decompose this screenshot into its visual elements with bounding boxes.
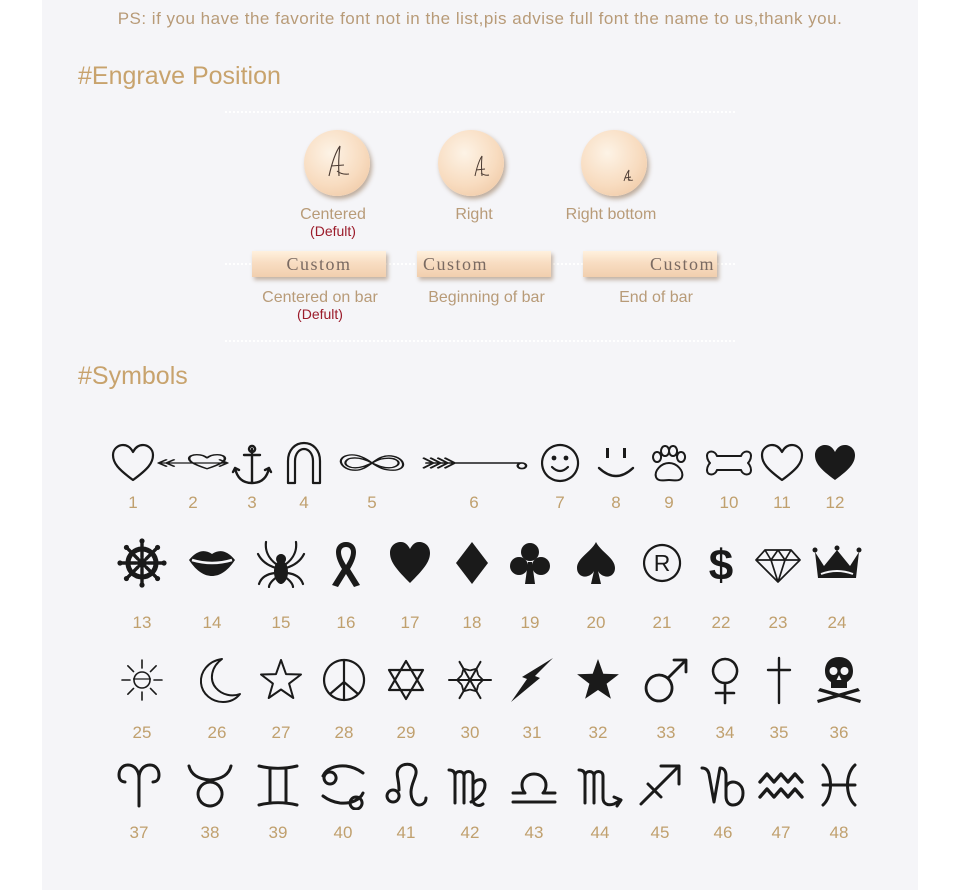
star-outline-icon bbox=[256, 655, 306, 705]
bar-label: End of bar bbox=[619, 289, 693, 306]
engrave-heading: #Engrave Position bbox=[78, 62, 281, 90]
symbol-number: 9 bbox=[664, 493, 674, 512]
symbol-number: 42 bbox=[460, 823, 480, 842]
coin-label: Right bottom bbox=[565, 206, 657, 223]
symbol-number: 18 bbox=[462, 613, 482, 632]
symbol-number: 22 bbox=[711, 613, 731, 632]
symbol-number: 32 bbox=[588, 723, 608, 742]
peace-icon bbox=[319, 655, 369, 705]
font-note: PS: if you have the favorite font not in the list,pis advise full font the name to us,thank you. bbox=[117, 9, 843, 28]
symbol-number: 30 bbox=[460, 723, 480, 742]
diamond-gem-icon bbox=[753, 538, 803, 588]
snowflake-icon bbox=[445, 655, 495, 705]
symbol-number: 25 bbox=[132, 723, 152, 742]
skull-icon bbox=[814, 655, 864, 705]
symbol-number: 19 bbox=[520, 613, 540, 632]
coin-right-bottom bbox=[581, 130, 647, 196]
symbol-number: 12 bbox=[825, 493, 845, 512]
symbol-number: 2 bbox=[188, 493, 198, 512]
symbol-number: 37 bbox=[129, 823, 149, 842]
symbol-number: 34 bbox=[715, 723, 735, 742]
default-note: (Defult) bbox=[310, 223, 356, 239]
lips-icon bbox=[187, 538, 237, 588]
aquarius-icon bbox=[756, 760, 806, 810]
symbol-number: 13 bbox=[132, 613, 152, 632]
horseshoe-icon bbox=[279, 438, 329, 488]
coin-label: Right bbox=[455, 206, 493, 223]
symbol-number: 48 bbox=[829, 823, 849, 842]
bar-label: Beginning of bar bbox=[428, 289, 545, 306]
diamond-suit-icon bbox=[447, 538, 497, 588]
pisces-icon bbox=[814, 760, 864, 810]
club-suit-icon bbox=[505, 538, 555, 588]
divider bbox=[225, 340, 735, 342]
coin-centered bbox=[304, 130, 370, 196]
coin-label: Centered bbox=[300, 206, 366, 223]
bar-label: Centered on bar bbox=[262, 289, 378, 306]
symbol-number: 3 bbox=[247, 493, 257, 512]
lightning-icon bbox=[507, 655, 557, 705]
divider bbox=[225, 111, 735, 113]
bone-icon bbox=[704, 438, 754, 488]
bar-end: Custom bbox=[583, 251, 717, 277]
spade-suit-icon bbox=[571, 538, 621, 588]
symbol-number: 36 bbox=[829, 723, 849, 742]
symbol-number: 20 bbox=[586, 613, 606, 632]
heart-outline-icon bbox=[757, 438, 807, 488]
sun-icon bbox=[117, 655, 167, 705]
smile-icon bbox=[591, 438, 641, 488]
symbol-number: 45 bbox=[650, 823, 670, 842]
virgo-icon bbox=[445, 760, 495, 810]
svg-text:R: R bbox=[653, 550, 671, 576]
svg-text:$: $ bbox=[708, 541, 734, 588]
symbol-number: 28 bbox=[334, 723, 354, 742]
heart-suit-icon bbox=[385, 538, 435, 588]
ship-wheel-icon bbox=[117, 538, 167, 588]
anchor-icon bbox=[227, 438, 277, 488]
star-of-david-icon bbox=[381, 655, 431, 705]
star-solid-icon bbox=[573, 655, 623, 705]
arrow-heart-icon bbox=[156, 447, 230, 479]
symbol-number: 44 bbox=[590, 823, 610, 842]
symbol-number: 47 bbox=[771, 823, 791, 842]
bar-beginning: Custom bbox=[417, 251, 551, 277]
leo-icon bbox=[381, 760, 431, 810]
libra-icon bbox=[509, 760, 559, 810]
symbol-number: 8 bbox=[611, 493, 621, 512]
gemini-icon bbox=[253, 760, 303, 810]
symbol-number: 40 bbox=[333, 823, 353, 842]
cancer-icon bbox=[318, 760, 368, 810]
symbol-number: 31 bbox=[522, 723, 542, 742]
infinity-icon bbox=[337, 443, 407, 483]
symbol-number: 17 bbox=[400, 613, 420, 632]
symbol-number: 39 bbox=[268, 823, 288, 842]
registered-icon bbox=[637, 538, 687, 588]
symbol-number: 41 bbox=[396, 823, 416, 842]
ribbon-icon bbox=[321, 538, 371, 588]
crown-icon bbox=[812, 538, 862, 588]
symbol-number: 10 bbox=[719, 493, 739, 512]
male-icon bbox=[641, 655, 691, 705]
symbol-number: 27 bbox=[271, 723, 291, 742]
symbol-number: 26 bbox=[207, 723, 227, 742]
symbol-number: 23 bbox=[768, 613, 788, 632]
symbol-number: 21 bbox=[652, 613, 672, 632]
heart-solid-icon bbox=[810, 438, 860, 488]
symbol-number: 38 bbox=[200, 823, 220, 842]
heart-outline-icon bbox=[108, 438, 158, 488]
symbol-number: 7 bbox=[555, 493, 565, 512]
symbol-number: 1 bbox=[128, 493, 138, 512]
symbol-number: 15 bbox=[271, 613, 291, 632]
symbol-number: 46 bbox=[713, 823, 733, 842]
taurus-icon bbox=[185, 760, 235, 810]
coin-right bbox=[438, 130, 504, 196]
symbols-heading: #Symbols bbox=[78, 362, 188, 390]
aries-icon bbox=[114, 760, 164, 810]
bar-centered: Custom bbox=[252, 251, 386, 277]
spider-icon bbox=[256, 538, 306, 588]
symbol-number: 29 bbox=[396, 723, 416, 742]
symbol-number: 4 bbox=[299, 493, 309, 512]
symbol-number: 11 bbox=[773, 493, 791, 512]
capricorn-icon bbox=[698, 760, 748, 810]
smiley-face-icon bbox=[535, 438, 585, 488]
symbol-number: 35 bbox=[769, 723, 789, 742]
symbol-number: 33 bbox=[656, 723, 676, 742]
symbol-number: 43 bbox=[524, 823, 544, 842]
dollar-icon bbox=[696, 538, 746, 588]
arrow-icon bbox=[419, 443, 529, 483]
sagittarius-icon bbox=[635, 760, 685, 810]
moon-icon bbox=[192, 655, 242, 705]
cross-icon bbox=[754, 655, 804, 705]
symbol-number: 16 bbox=[336, 613, 356, 632]
default-note: (Defult) bbox=[297, 306, 343, 322]
symbol-number: 6 bbox=[469, 493, 479, 512]
paw-icon bbox=[644, 438, 694, 488]
scorpio-icon bbox=[575, 760, 625, 810]
female-icon bbox=[700, 655, 750, 705]
symbol-number: 24 bbox=[827, 613, 847, 632]
symbol-number: 5 bbox=[367, 493, 377, 512]
symbol-number: 14 bbox=[202, 613, 222, 632]
